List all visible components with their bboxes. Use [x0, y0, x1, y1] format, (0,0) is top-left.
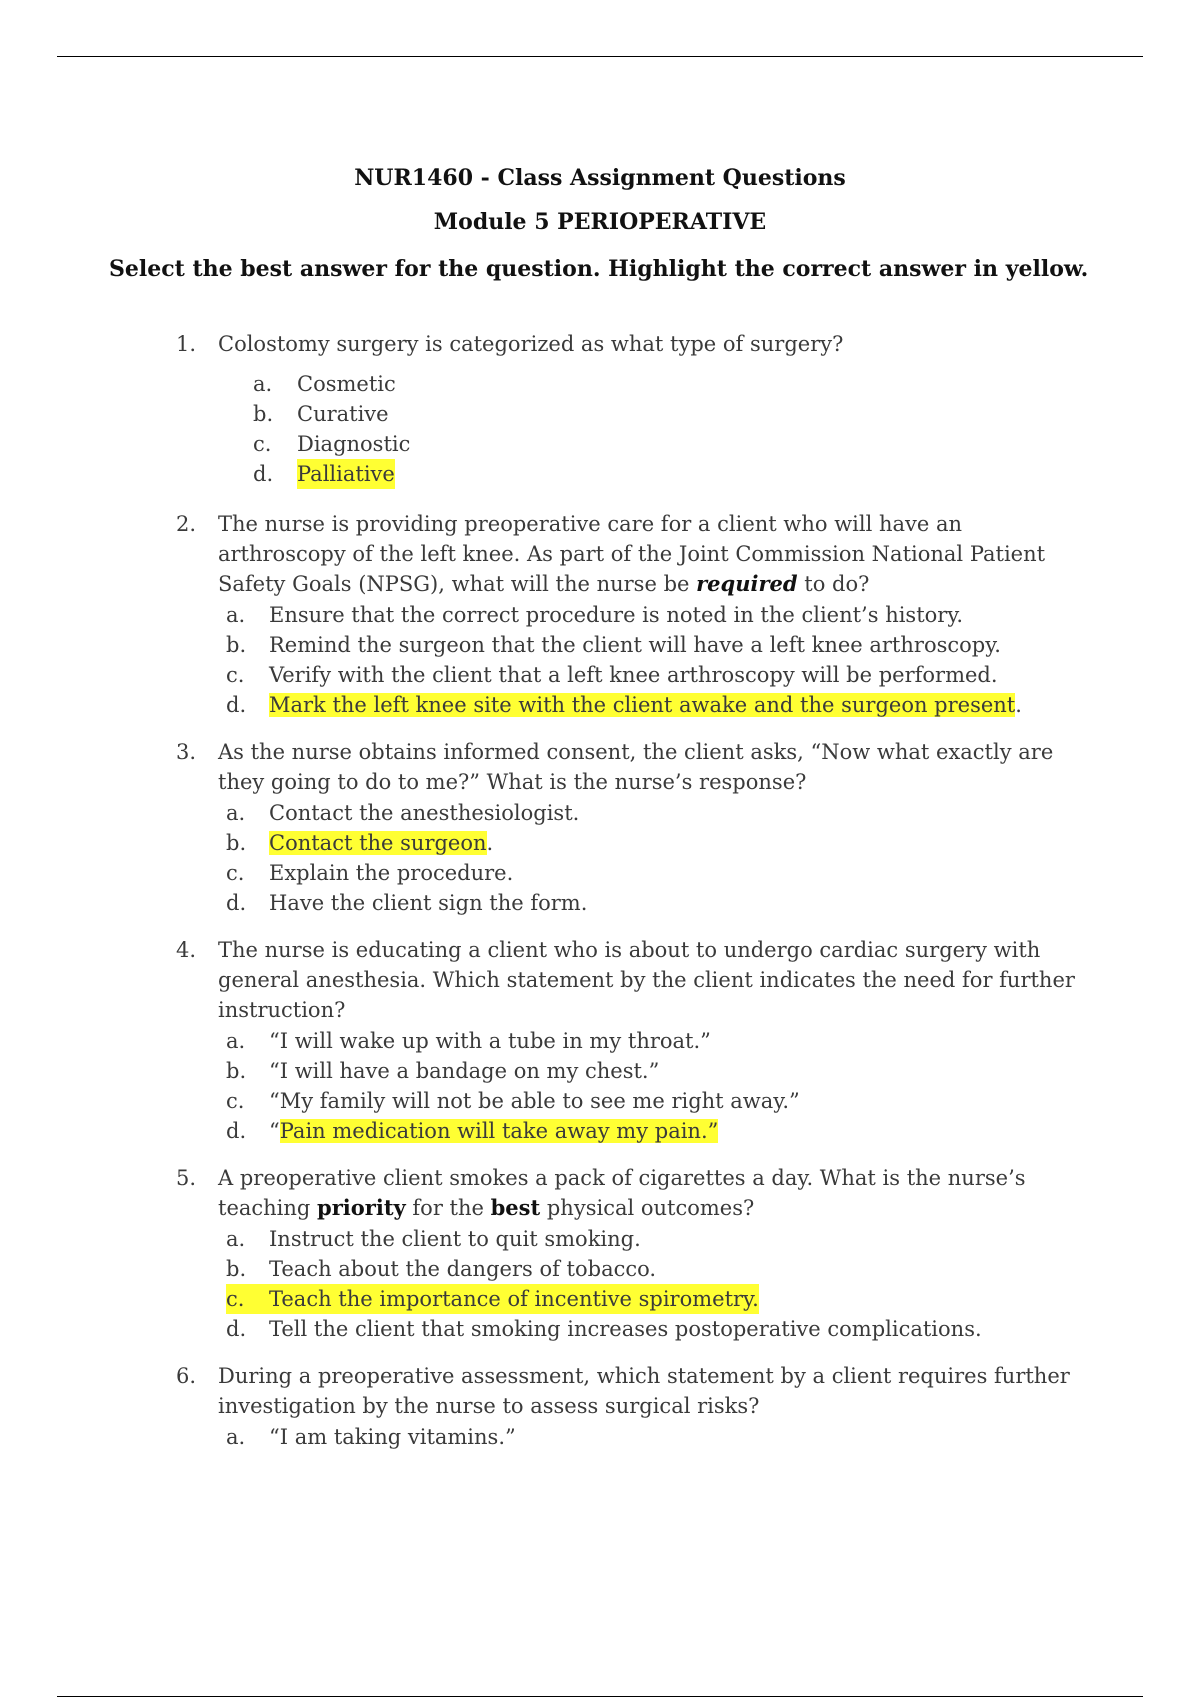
- option-letter: b.: [226, 1257, 247, 1281]
- question-5: [176, 1163, 1096, 1344]
- option-text: Cosmetic: [297, 372, 396, 396]
- emphasis-required: required: [696, 571, 798, 596]
- emphasis-priority: priority: [317, 1195, 406, 1220]
- top-rule: [57, 56, 1143, 57]
- emphasis-best: best: [490, 1195, 541, 1220]
- question-text: A preoperative client smokes a pack of cigarettes a day. What is the nurse’s teaching priority for the best physical outcomes?: [218, 1166, 1026, 1220]
- answer-option-highlighted: [226, 690, 1096, 720]
- answer-option: [226, 630, 1096, 660]
- option-letter: c.: [226, 861, 245, 885]
- answer-option: [226, 1086, 1096, 1116]
- answer-option-highlighted: [253, 459, 1096, 489]
- option-text: “I will wake up with a tube in my throat.”: [269, 1029, 711, 1053]
- question-number: 2.: [176, 512, 197, 536]
- answer-option: [253, 429, 1096, 459]
- option-letter: a.: [226, 603, 246, 627]
- option-text: “I am taking vitamins.”: [269, 1425, 516, 1449]
- question-text: During a preoperative assessment, which statement by a client requires further investigation by the nurse to assess surgical risks?: [218, 1364, 1070, 1418]
- answer-option: [226, 798, 1096, 828]
- answer-option: [226, 1314, 1096, 1344]
- option-prefix: “: [269, 1119, 280, 1143]
- option-text: Curative: [297, 402, 389, 426]
- question-text: Colostomy surgery is categorized as what type of surgery?: [218, 332, 844, 356]
- option-text-highlighted: Teach the importance of incentive spirometry.: [269, 1284, 759, 1314]
- question-2: [176, 509, 1096, 720]
- option-text: Verify with the client that a left knee arthroscopy will be performed.: [269, 663, 998, 687]
- bottom-rule: [57, 1696, 1143, 1697]
- option-letter: c.: [253, 432, 272, 456]
- option-letter: c.: [226, 1284, 269, 1314]
- option-letter: b.: [253, 402, 274, 426]
- option-letter: a.: [226, 801, 246, 825]
- question-number: 1.: [176, 332, 197, 356]
- option-text: Contact the anesthesiologist.: [269, 801, 580, 825]
- question-6: [176, 1361, 1096, 1452]
- question-text: As the nurse obtains informed consent, the client asks, “Now what exactly are they going to do to me?” What is the nurse’s response?: [218, 740, 1054, 794]
- option-text: Tell the client that smoking increases postoperative complications.: [269, 1317, 982, 1341]
- option-text: Diagnostic: [297, 432, 411, 456]
- option-text: Teach about the dangers of tobacco.: [269, 1257, 657, 1281]
- option-letter: a.: [226, 1425, 246, 1449]
- answer-option: [226, 660, 1096, 690]
- option-suffix: .: [1015, 693, 1022, 717]
- question-number: 3.: [176, 740, 197, 764]
- option-letter: b.: [226, 831, 247, 855]
- option-letter: b.: [226, 633, 247, 657]
- question-1: [176, 329, 1096, 489]
- option-letter: d.: [226, 693, 247, 717]
- option-text: Ensure that the correct procedure is noted in the client’s history.: [269, 603, 964, 627]
- question-text: The nurse is educating a client who is about to undergo cardiac surgery with general anesthesia. Which statement by the client indicates the need for further instruction?: [218, 938, 1075, 1022]
- answer-option: [226, 888, 1096, 918]
- option-text-highlighted: Mark the left knee site with the client awake and the surgeon present: [269, 693, 1016, 717]
- option-letter: b.: [226, 1059, 247, 1083]
- question-number: 5.: [176, 1166, 197, 1190]
- option-text: Remind the surgeon that the client will have a left knee arthroscopy.: [269, 633, 1001, 657]
- module-subtitle: Module 5 PERIOPERATIVE: [433, 209, 767, 235]
- option-text-highlighted: Palliative: [297, 459, 395, 489]
- answer-option: [226, 1026, 1096, 1056]
- answer-option-highlighted: [226, 1284, 1096, 1314]
- answer-option-highlighted: [226, 1116, 1096, 1146]
- option-letter: d.: [226, 1119, 247, 1143]
- answer-option: [226, 1254, 1096, 1284]
- answer-option: [253, 399, 1096, 429]
- option-text-highlighted: Contact the surgeon: [269, 831, 487, 855]
- option-text-highlighted: Pain medication will take away my pain.”: [279, 1119, 719, 1143]
- answer-option-highlighted: [226, 828, 1096, 858]
- option-letter: d.: [253, 462, 274, 486]
- answer-option: [253, 369, 1096, 399]
- option-letter: c.: [226, 1089, 245, 1113]
- option-letter: a.: [226, 1029, 246, 1053]
- instructions: Select the best answer for the question. Highlight the correct answer in yellow.: [109, 256, 1089, 282]
- option-letter: d.: [226, 1317, 247, 1341]
- answer-option: [226, 858, 1096, 888]
- question-number: 6.: [176, 1364, 197, 1388]
- answer-option: [226, 1224, 1096, 1254]
- option-letter: a.: [253, 372, 273, 396]
- option-text: Explain the procedure.: [269, 861, 514, 885]
- question-number: 4.: [176, 938, 197, 962]
- option-text: “I will have a bandage on my chest.”: [269, 1059, 660, 1083]
- answer-option: [226, 600, 1096, 630]
- option-letter: c.: [226, 663, 245, 687]
- option-text: Instruct the client to quit smoking.: [269, 1227, 641, 1251]
- option-letter: a.: [226, 1227, 246, 1251]
- question-text: The nurse is providing preoperative care for a client who will have an arthroscopy of the left knee. As part of the Joint Commission National Patient Safety Goals (NPSG), what will the nurse be required to do?: [218, 512, 1046, 596]
- option-text: “My family will not be able to see me right away.”: [269, 1089, 800, 1113]
- option-text: Have the client sign the form.: [269, 891, 588, 915]
- question-3: [176, 737, 1096, 918]
- answer-option: [226, 1056, 1096, 1086]
- option-letter: d.: [226, 891, 247, 915]
- option-suffix: .: [486, 831, 494, 855]
- document-title: NUR1460 - Class Assignment Questions: [354, 165, 846, 191]
- answer-option: [226, 1422, 1096, 1452]
- question-4: [176, 935, 1096, 1146]
